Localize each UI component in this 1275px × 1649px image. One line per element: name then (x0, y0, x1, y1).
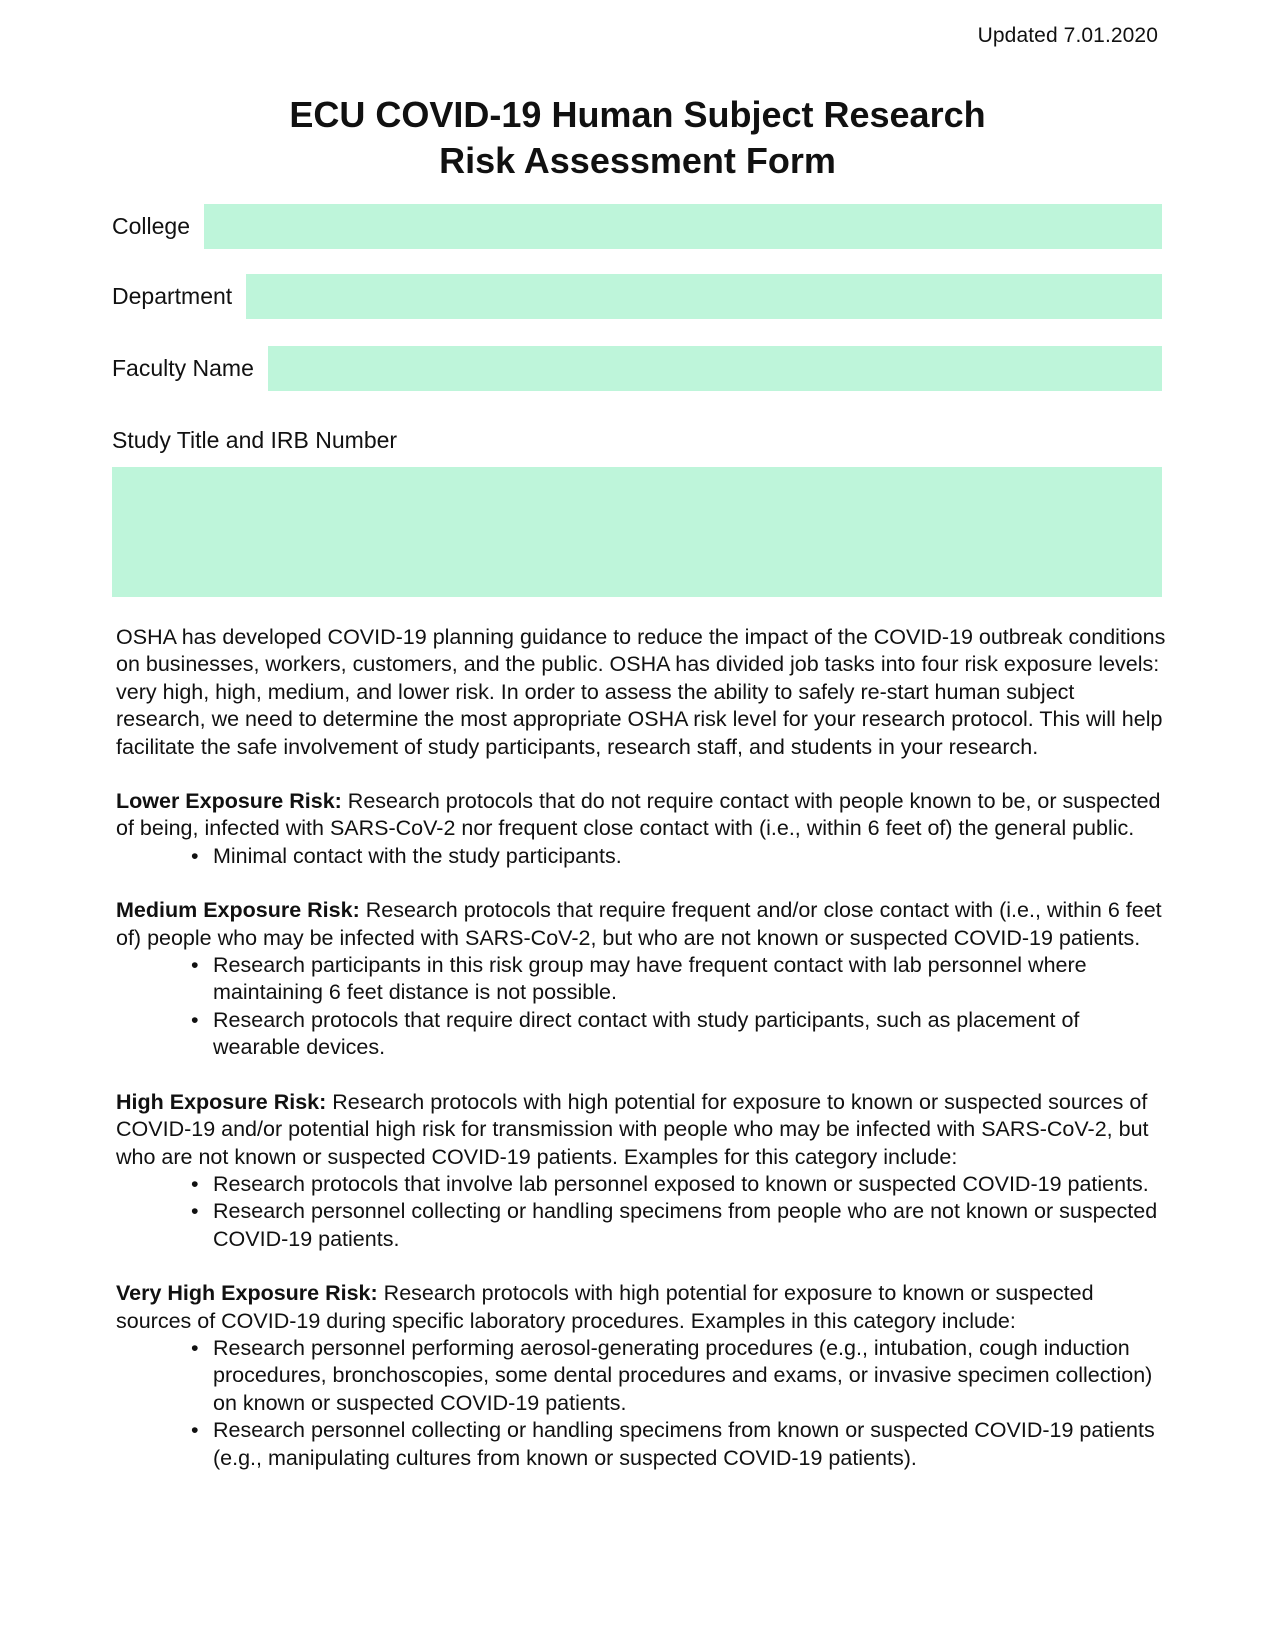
document-body (116, 624, 1168, 1499)
risk-heading: Very High Exposure Risk: (116, 1281, 378, 1306)
department-row (112, 274, 1162, 319)
risk-paragraph (116, 1280, 1168, 1335)
list-item: • Research participants in this risk group may have frequent contact with lab personnel where maintaining 6 feet distance is not possible. (213, 952, 1168, 1007)
risk-paragraph (116, 788, 1168, 843)
risk-description: Research protocols that do not require contact with people known to be, or suspected of being, infected with SARS-CoV-2 nor frequent close contact with (i.e., within 6 feet of) the general public. (116, 789, 1161, 841)
faculty-name-label: Faculty Name (112, 355, 254, 381)
faculty-name-field[interactable] (268, 346, 1162, 391)
study-title-label: Study Title and IRB Number (112, 427, 398, 453)
department-label: Department (112, 283, 233, 309)
updated-date: Updated 7.01.2020 (977, 24, 1158, 47)
risk-description: Research protocols that require frequent and/or close contact with (i.e., within 6 feet of) people who may be infected with SARS-CoV-2, but who are not known or suspected COVID-19 patients. (116, 898, 1162, 950)
risk-section-medium (116, 897, 1168, 1061)
list-item: • Research personnel collecting or handling specimens from people who are not known or suspected COVID-19 patients. (213, 1198, 1168, 1253)
risk-paragraph (116, 1089, 1168, 1171)
list-item: • Research personnel performing aerosol-generating procedures (e.g., intubation, cough induction procedures, bronchoscopies, some dental procedures and exams, or invasive specimen collection) on known or suspected COVID-19 patients. (213, 1335, 1168, 1417)
risk-section-very-high (116, 1280, 1168, 1472)
page-title (0, 92, 1275, 184)
college-label: College (112, 213, 190, 239)
risk-heading: Lower Exposure Risk: (116, 789, 342, 814)
risk-section-lower (116, 788, 1168, 870)
risk-paragraph (116, 897, 1168, 952)
list-item: • Research protocols that involve lab personnel exposed to known or suspected COVID-19 patients. (213, 1171, 1168, 1198)
college-field[interactable] (204, 204, 1162, 249)
risk-description: Research protocols with high potential for exposure to known or suspected sources of COVID-19 and/or potential high risk for transmission with people who may be infected with SARS-CoV-2, but who are not known or suspected COVID-19 patients. Examples for this category include: (116, 1089, 1149, 1169)
risk-heading: High Exposure Risk: (116, 1089, 327, 1114)
risk-bullet-list (116, 1335, 1168, 1472)
page-title-line-1: ECU COVID-19 Human Subject Research (289, 94, 986, 135)
risk-bullet-list (116, 952, 1168, 1062)
list-item: • Minimal contact with the study participants. (213, 843, 1168, 870)
list-item: • Research personnel collecting or handling specimens from known or suspected COVID-19 patients (e.g., manipulating cultures from known or suspected COVID-19 patients). (213, 1417, 1168, 1472)
risk-section-high (116, 1089, 1168, 1253)
faculty-name-row (112, 346, 1162, 391)
page-title-line-2: Risk Assessment Form (439, 140, 836, 181)
college-row (112, 204, 1162, 249)
risk-bullet-list (116, 843, 1168, 870)
list-item: • Research protocols that require direct contact with study participants, such as placement of wearable devices. (213, 1007, 1168, 1062)
risk-description: Research protocols with high potential for exposure to known or suspected sources of COVID-19 during specific laboratory procedures. Examples in this category include: (116, 1281, 1094, 1333)
study-title-field[interactable] (112, 467, 1162, 597)
risk-bullet-list (116, 1171, 1168, 1253)
intro-paragraph: OSHA has developed COVID-19 planning guidance to reduce the impact of the COVID-19 outbreak conditions on businesses, workers, customers, and the public. OSHA has divided job tasks into four risk exposure levels: very high, high, medium, and lower risk. In order to assess the ability to safely re-start human subject research, we need to determine the most appropriate OSHA risk level for your research protocol. This will help facilitate the safe involvement of study participants, research staff, and students in your research. (116, 625, 1166, 759)
department-field[interactable] (246, 274, 1162, 319)
risk-heading: Medium Exposure Risk: (116, 898, 360, 923)
